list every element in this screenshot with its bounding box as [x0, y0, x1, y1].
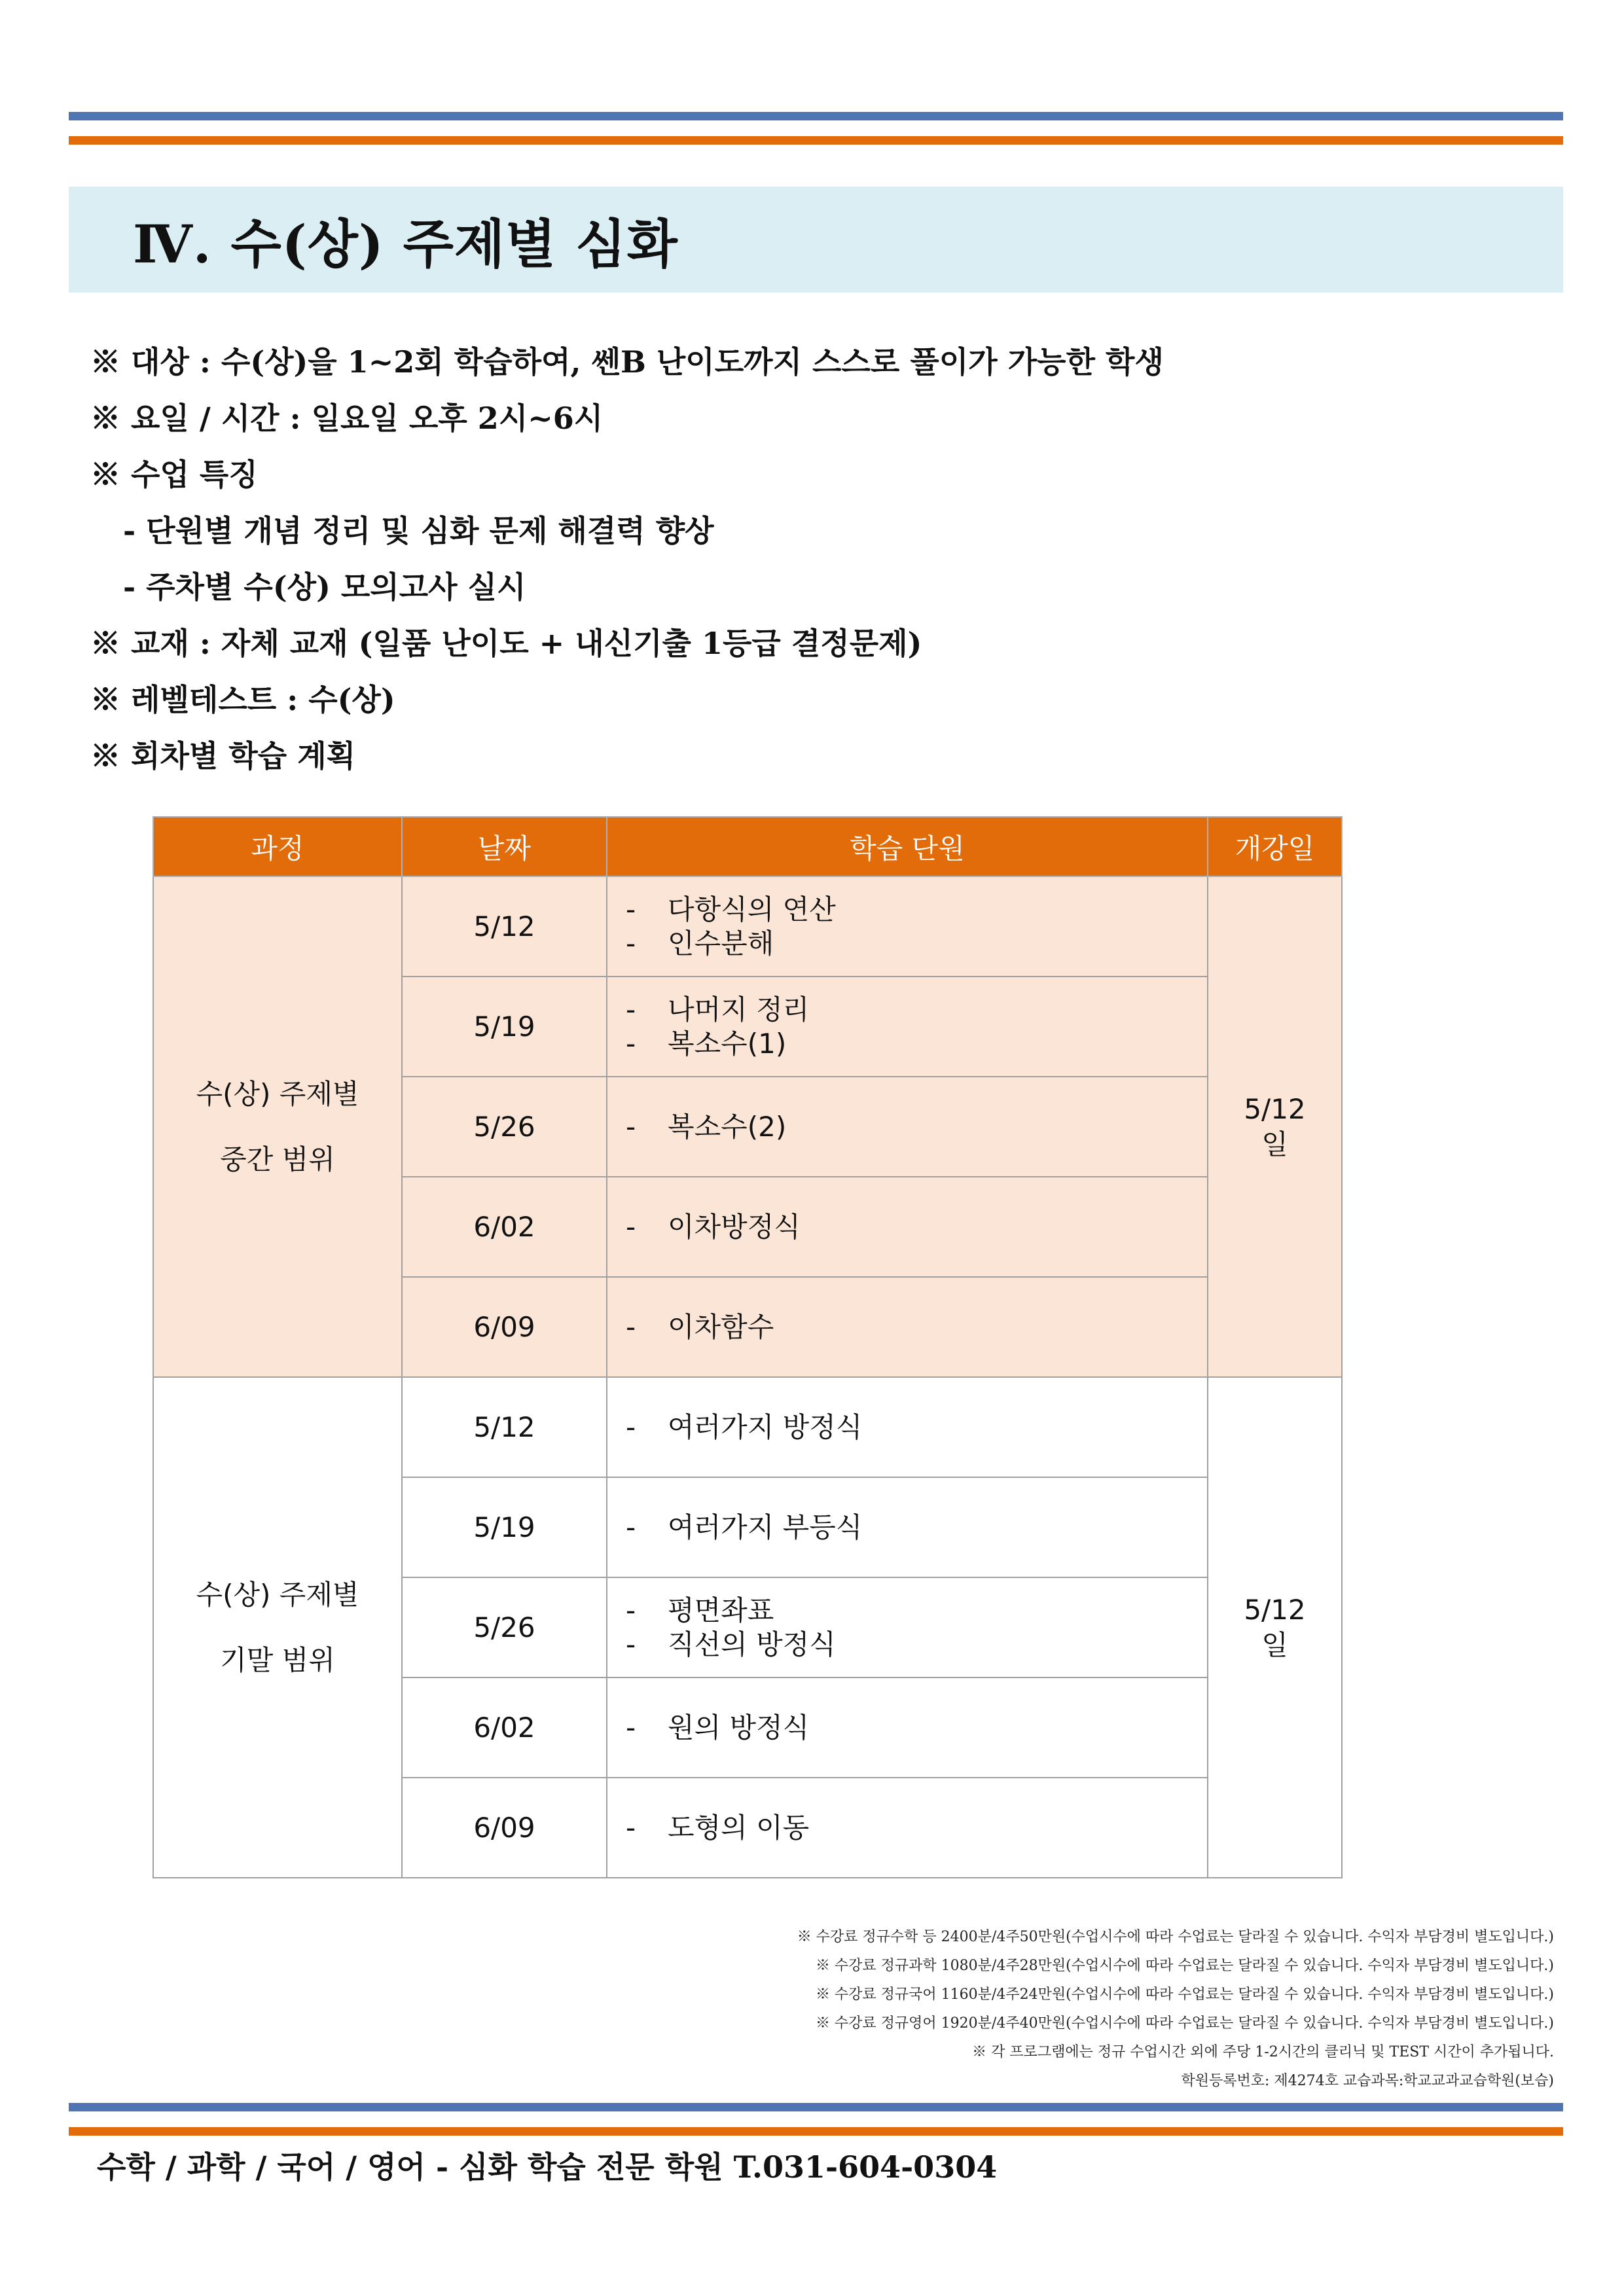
dash-marker: -: [626, 1210, 636, 1243]
units-cell: [607, 1778, 1208, 1878]
dash-marker: -: [626, 1594, 636, 1626]
course-label: 수(상) 주제별: [196, 1578, 359, 1611]
info-schedule: ※ 요일 / 시간 : 일요일 오후 2시~6시: [90, 401, 604, 436]
open-day-label: 5/12: [1244, 1092, 1306, 1125]
unit-label: 여러가지 부등식: [668, 1511, 863, 1543]
unit-item: [626, 993, 1207, 1027]
unit-item: [626, 1210, 1207, 1244]
fee-notes: [797, 1923, 1554, 2096]
unit-label: 복소수(2): [668, 1110, 787, 1143]
bottom-orange-rule: [69, 2127, 1563, 2136]
date-cell: 5/26: [402, 1077, 607, 1177]
info-features: ※ 수업 특징: [90, 457, 258, 492]
units-cell: [607, 1277, 1208, 1377]
title-banner: [69, 187, 1563, 293]
header-open-day: 개강일: [1208, 817, 1342, 876]
date-cell: 6/09: [402, 1277, 607, 1377]
dash-marker: -: [626, 1310, 636, 1343]
open-day-cell: [1208, 876, 1342, 1377]
table-row: [153, 1377, 1342, 1477]
units-cell: [607, 876, 1208, 977]
info-textbook: ※ 교재 : 자체 교재 (일품 난이도 + 내신기출 1등급 결정문제): [90, 626, 922, 661]
table-header-row: [153, 817, 1342, 876]
date-cell: 5/12: [402, 876, 607, 977]
course-label: 수(상) 주제별: [196, 1077, 359, 1110]
open-day-label: 일: [1261, 1128, 1288, 1160]
unit-label: 다항식의 연산: [668, 893, 836, 925]
open-day-label: 5/12: [1244, 1593, 1306, 1626]
note-line: ※ 수강료 정규과학 1080분/4주28만원(수업시수에 따라 수업료는 달라질 수 있습니다. 수익자 부담경비 별도입니다.): [815, 1958, 1554, 1974]
note-line: ※ 수강료 정규수학 등 2400분/4주50만원(수업시수에 따라 수업료는 달라질 수 있습니다. 수익자 부담경비 별도입니다.): [797, 1929, 1554, 1945]
unit-label: 여러가지 방정식: [668, 1410, 863, 1443]
units-cell: [607, 1077, 1208, 1177]
course-label: 기말 범위: [220, 1643, 335, 1676]
units-cell: [607, 977, 1208, 1077]
course-label: 중간 범위: [220, 1143, 335, 1175]
dash-marker: -: [626, 993, 636, 1026]
info-plan-heading: ※ 회차별 학습 계획: [90, 738, 356, 774]
note-line: 학원등록번호: 제4274호 교습과목:학교교과교습학원(보습): [1181, 2073, 1554, 2089]
table-body: [153, 876, 1342, 1878]
info-level-test: ※ 레벨테스트 : 수(상): [90, 682, 395, 717]
info-feature-1: - 단원별 개념 정리 및 심화 문제 해결력 향상: [123, 513, 714, 548]
bottom-blue-rule: [69, 2103, 1563, 2111]
unit-label: 복소수(1): [668, 1027, 787, 1060]
unit-item: [626, 1594, 1207, 1628]
unit-item: [626, 1511, 1207, 1545]
note-line: ※ 각 프로그램에는 정규 수업시간 외에 주당 1-2시간의 클리닉 및 TEST 시간이 추가됩니다.: [972, 2044, 1554, 2060]
dash-marker: -: [626, 927, 636, 960]
page-title: Ⅳ. 수(상) 주제별 심화: [133, 213, 678, 275]
unit-item: [626, 1711, 1207, 1745]
units-cell: [607, 1477, 1208, 1577]
unit-label: 원의 방정식: [668, 1711, 810, 1744]
unit-label: 나머지 정리: [668, 993, 810, 1026]
course-cell: [153, 876, 402, 1377]
unit-item: [626, 1110, 1207, 1144]
footer-academy-info: 수학 / 과학 / 국어 / 영어 - 심화 학습 전문 학원 T.031-604-0304: [97, 2149, 998, 2185]
open-day-cell: [1208, 1377, 1342, 1878]
top-orange-rule: [69, 136, 1563, 145]
date-cell: 6/02: [402, 1677, 607, 1778]
units-cell: [607, 1677, 1208, 1778]
unit-item: [626, 1811, 1207, 1845]
header-units: 학습 단원: [607, 817, 1208, 876]
unit-label: 평면좌표: [668, 1594, 774, 1626]
dash-marker: -: [626, 1410, 636, 1443]
unit-item: [626, 1628, 1207, 1662]
dash-marker: -: [626, 1811, 636, 1844]
info-feature-2: - 주차별 수(상) 모의고사 실시: [123, 569, 526, 605]
table-row: [153, 876, 1342, 977]
units-cell: [607, 1577, 1208, 1677]
open-day-label: 일: [1261, 1628, 1288, 1661]
date-cell: 5/26: [402, 1577, 607, 1677]
note-line: ※ 수강료 정규국어 1160분/4주24만원(수업시수에 따라 수업료는 달라질 수 있습니다. 수익자 부담경비 별도입니다.): [815, 1986, 1554, 2003]
course-cell: [153, 1377, 402, 1878]
note-line: ※ 수강료 정규영어 1920분/4주40만원(수업시수에 따라 수업료는 달라질 수 있습니다. 수익자 부담경비 별도입니다.): [815, 2015, 1554, 2032]
header-course: 과정: [153, 817, 402, 876]
dash-marker: -: [626, 1027, 636, 1060]
unit-label: 인수분해: [668, 927, 774, 960]
date-cell: 5/19: [402, 1477, 607, 1577]
date-cell: 6/09: [402, 1778, 607, 1878]
unit-item: [626, 893, 1207, 927]
dash-marker: -: [626, 1110, 636, 1143]
unit-label: 도형의 이동: [668, 1811, 810, 1844]
info-target: ※ 대상 : 수(상)을 1~2회 학습하여, 쎈B 난이도까지 스스로 풀이가 가능한 학생: [90, 344, 1164, 380]
unit-item: [626, 1027, 1207, 1061]
units-cell: [607, 1177, 1208, 1277]
unit-item: [626, 1410, 1207, 1444]
units-cell: [607, 1377, 1208, 1477]
unit-label: 이차함수: [668, 1310, 774, 1343]
dash-marker: -: [626, 893, 636, 925]
dash-marker: -: [626, 1511, 636, 1543]
header-date: 날짜: [402, 817, 607, 876]
unit-item: [626, 1310, 1207, 1344]
unit-label: 이차방정식: [668, 1210, 801, 1243]
date-cell: 5/19: [402, 977, 607, 1077]
study-plan-table: [153, 816, 1343, 1878]
dash-marker: -: [626, 1628, 636, 1660]
date-cell: 6/02: [402, 1177, 607, 1277]
info-section: [90, 334, 1530, 784]
unit-label: 직선의 방정식: [668, 1628, 836, 1660]
dash-marker: -: [626, 1711, 636, 1744]
date-cell: 5/12: [402, 1377, 607, 1477]
unit-item: [626, 927, 1207, 961]
top-blue-rule: [69, 112, 1563, 120]
